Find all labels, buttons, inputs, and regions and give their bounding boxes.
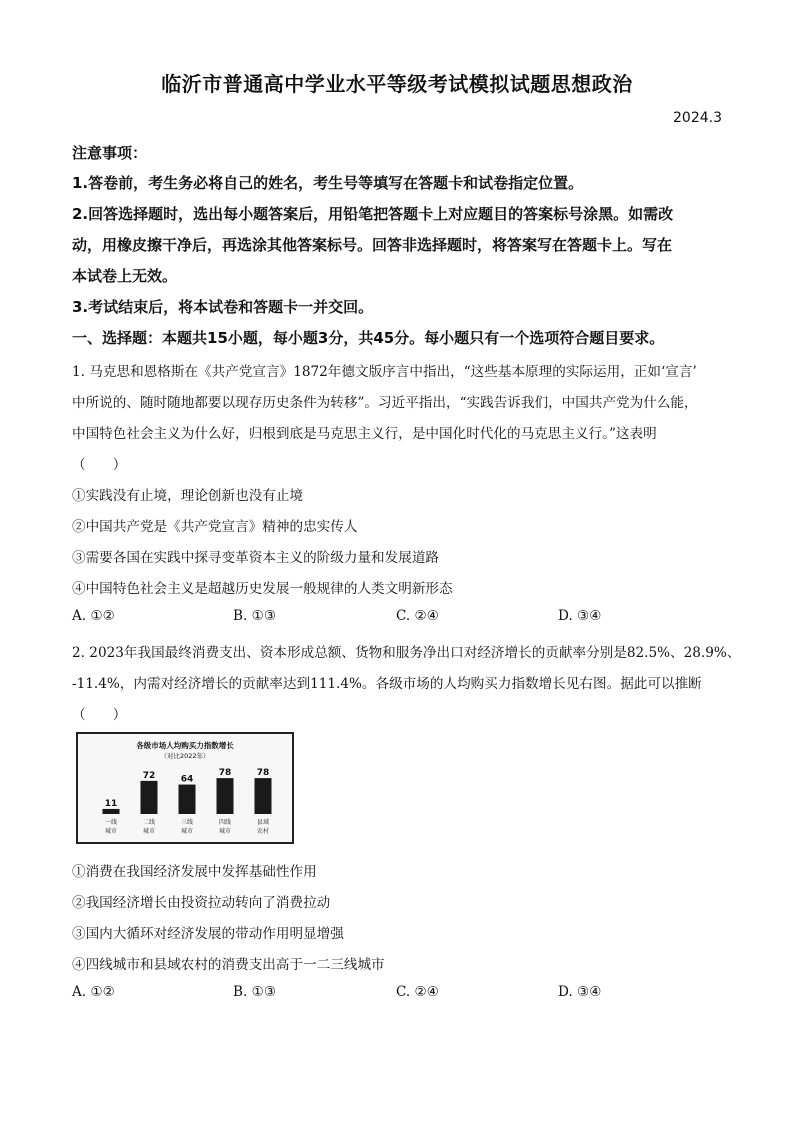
notice-heading: 注意事项： xyxy=(72,144,148,162)
chart-category-label: 城市 xyxy=(142,828,156,835)
q2-option-b: B. ①③ xyxy=(233,984,277,1000)
q2-stem-line-1: 2. 2023年我国最终消费支出、资本形成总额、货物和服务净出口对经济增长的贡献率分别是82.5%、28.9%、 xyxy=(72,645,741,661)
q1-option-b: B. ①③ xyxy=(233,608,277,624)
notice-item-2-line-1: 2.回答选择题时，选出每小题答案后，用铅笔把答题卡上对应题目的答案标号涂黑。如需改 xyxy=(72,205,674,223)
q2-option-d: D. ③④ xyxy=(558,984,602,1000)
purchasing-power-chart xyxy=(76,732,294,844)
chart-bar xyxy=(255,778,272,814)
q1-answer-blank: （ ） xyxy=(72,457,127,473)
chart-bar xyxy=(217,778,234,814)
q2-answer-blank: （ ） xyxy=(72,707,127,723)
chart-category-label: 农村 xyxy=(256,828,270,835)
chart-subtitle: （对比2022年） xyxy=(160,752,210,760)
q1-statement-1: ①实践没有止境，理论创新也没有止境 xyxy=(72,488,304,504)
chart-data-label: 72 xyxy=(142,770,156,781)
chart-category-label: 二线 xyxy=(142,819,156,826)
q2-option-c: C. ②④ xyxy=(396,984,439,1000)
q1-option-d: D. ③④ xyxy=(558,608,602,624)
notice-item-3: 3.考试结束后，将本试卷和答题卡一并交回。 xyxy=(72,298,374,316)
notice-item-2-line-3: 本试卷上无效。 xyxy=(72,267,178,285)
purchasing-power-chart-svg xyxy=(78,734,292,842)
q2-statement-2: ②我国经济增长由投资拉动转向了消费拉动 xyxy=(72,895,331,911)
q1-statement-4: ④中国特色社会主义是超越历史发展一般规律的人类文明新形态 xyxy=(72,581,453,597)
q2-statement-4: ④四线城市和县域农村的消费支出高于一二三线城市 xyxy=(72,957,385,973)
chart-bar xyxy=(179,785,196,814)
chart-bar xyxy=(141,781,158,814)
q1-option-c: C. ②④ xyxy=(396,608,439,624)
q2-statement-1: ①消费在我国经济发展中发挥基础性作用 xyxy=(72,864,317,880)
q1-statement-3: ③需要各国在实践中探寻变革资本主义的阶级力量和发展道路 xyxy=(72,550,440,566)
chart-category-label: 城市 xyxy=(180,828,194,835)
chart-data-label: 78 xyxy=(256,768,270,779)
chart-data-label: 78 xyxy=(218,768,232,779)
q2-stem-line-2: -11.4%，内需对经济增长的贡献率达到111.4%。各级市场的人均购买力指数增长见右图。据此可以推断 xyxy=(72,676,702,692)
chart-category-label: 县域 xyxy=(256,819,270,826)
chart-category-label: 城市 xyxy=(218,828,232,835)
chart-title: 各级市场人均购买力指数增长 xyxy=(136,741,234,750)
section-1-heading: 一、选择题：本题共15小题，每小题3分，共45分。每小题只有一个选项符合题目要求。 xyxy=(72,329,665,347)
q1-stem-line-2: 中所说的、随时随地都要以现存历史条件为转移”。习近平指出，“实践告诉我们，中国共产党为什么能， xyxy=(72,395,698,411)
chart-category-label: 三线 xyxy=(180,819,194,826)
chart-data-label: 11 xyxy=(104,798,118,809)
q1-statement-2: ②中国共产党是《共产党宣言》精神的忠实传人 xyxy=(72,519,358,535)
chart-category-label: 一线 xyxy=(104,819,118,826)
notice-item-2-line-2: 动，用橡皮擦干净后，再选涂其他答案标号。回答非选择题时，将答案写在答题卡上。写在 xyxy=(72,236,673,254)
q2-statement-3: ③国内大循环对经济发展的带动作用明显增强 xyxy=(72,926,344,942)
q1-stem-line-3: 中国特色社会主义为什么好，归根到底是马克思主义行，是中国化时代化的马克思主义行。”这表明 xyxy=(72,426,657,442)
chart-data-label: 64 xyxy=(180,774,194,785)
q1-stem-line-1: 1. 马克思和恩格斯在《共产党宣言》1872年德文版序言中指出，“这些基本原理的实际运用，正如‘宣言’ xyxy=(72,364,697,380)
q2-option-a: A. ①② xyxy=(72,984,115,1000)
chart-bar xyxy=(103,809,120,814)
chart-category-label: 城市 xyxy=(104,828,118,835)
notice-item-1: 1.答卷前，考生务必将自己的姓名，考生号等填写在答题卡和试卷指定位置。 xyxy=(72,174,584,192)
page-title: 临沂市普通高中学业水平等级考试模拟试题思想政治 xyxy=(161,72,633,96)
exam-date: 2024.3 xyxy=(673,110,722,126)
q1-option-a: A. ①② xyxy=(72,608,115,624)
chart-category-label: 四线 xyxy=(218,819,232,826)
